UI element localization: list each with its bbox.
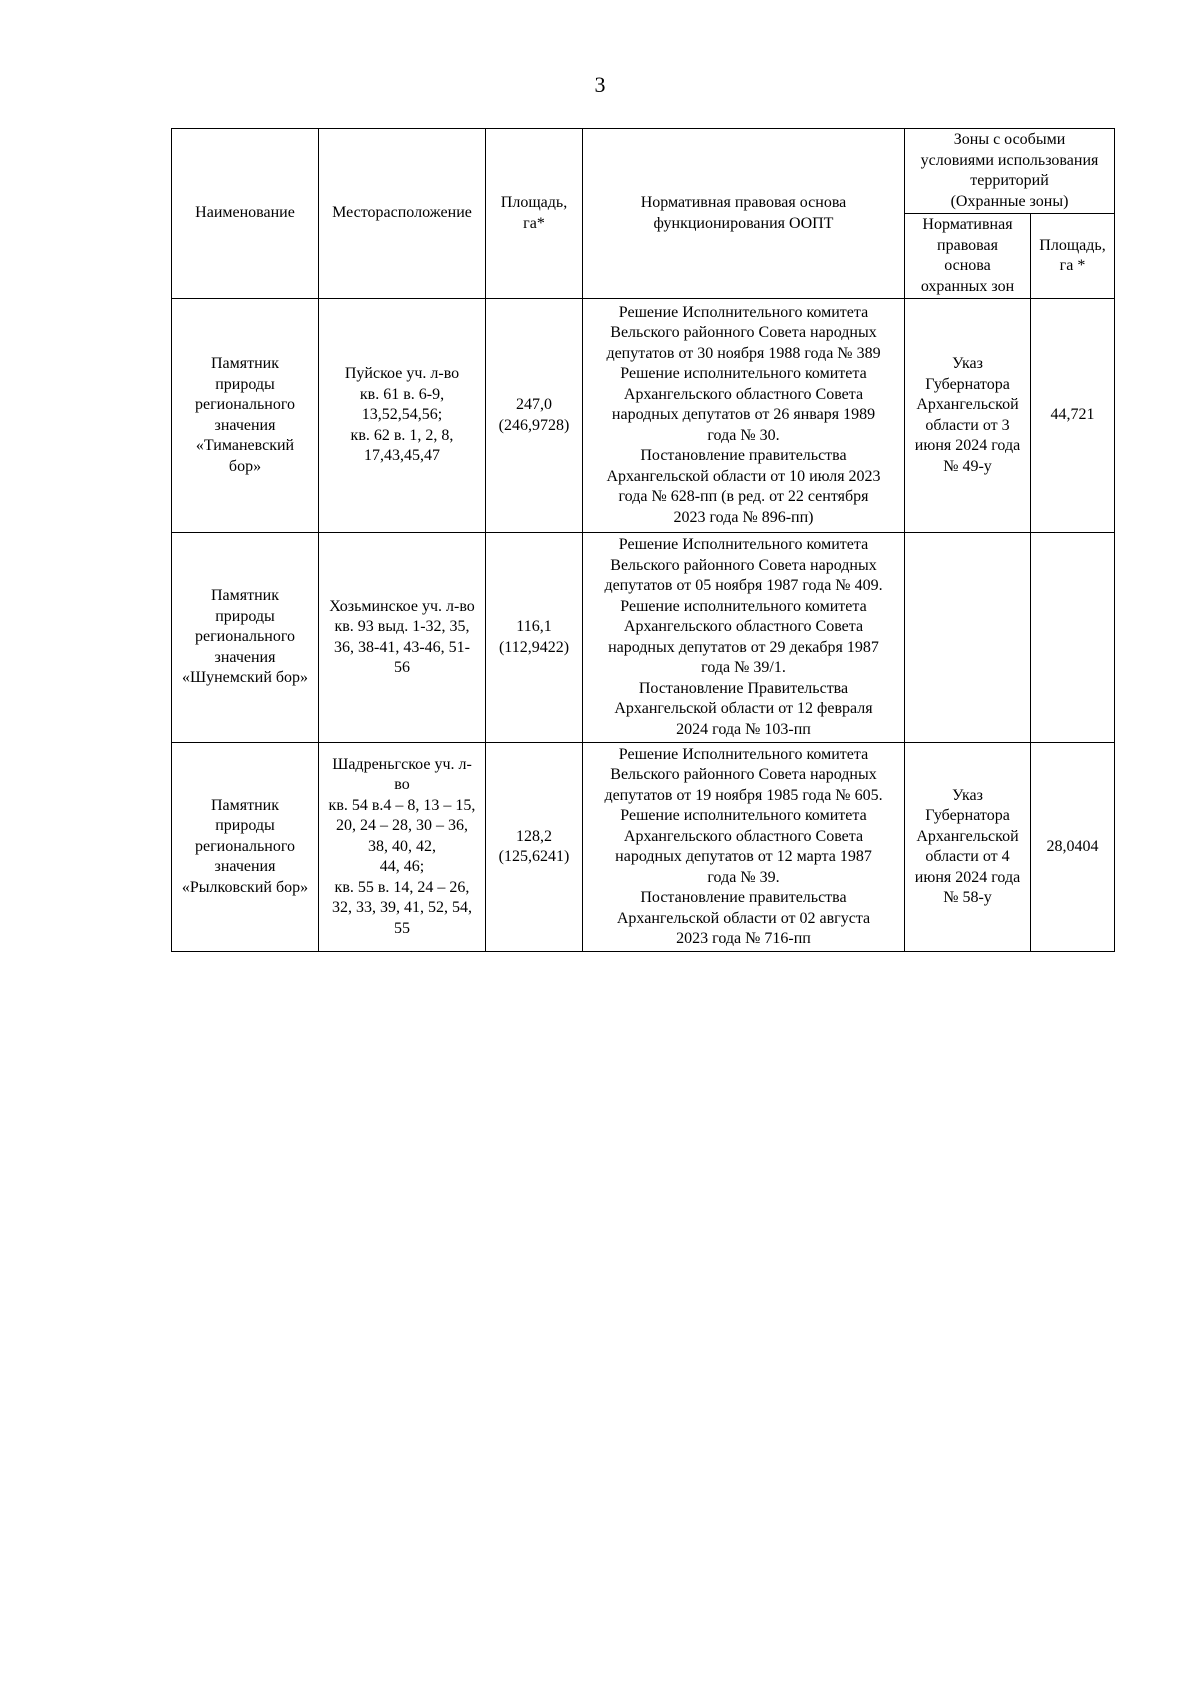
- cell-area: 128,2 (125,6241): [486, 743, 583, 952]
- cell-area: 116,1 (112,9422): [486, 533, 583, 743]
- table-row: [172, 299, 1115, 533]
- header-name: Наименование: [172, 129, 319, 299]
- header-location: Месторасположение: [319, 129, 486, 299]
- header-zones-area: Площадь, га *: [1031, 214, 1115, 299]
- cell-legal-basis: Решение Исполнительного комитета Вельского районного Совета народных депутатов от 05 ноября 1987 года № 409. Решение исполнительного комитета Архангельского областного Совета народных депутатов от 29 декабря 1987 года № 39/1. Постановление Правительства Архангельской области от 12 февраля 2024 года № 103-пп: [583, 533, 905, 743]
- cell-legal-basis: Решение Исполнительного комитета Вельского районного Совета народных депутатов от 19 ноября 1985 года № 605. Решение исполнительного комитета Архангельского областного Совета народных депутатов от 12 марта 1987 года № 39. Постановление правительства Архангельской области от 02 августа 2023 года № 716-пп: [583, 743, 905, 952]
- table-row: [172, 743, 1115, 952]
- header-legal-basis: Нормативная правовая основа функционирования ООПТ: [583, 129, 905, 299]
- cell-name: Памятник природы регионального значения «Шунемский бор»: [172, 533, 319, 743]
- cell-zone-area: [1031, 533, 1115, 743]
- cell-location: Пуйское уч. л-во кв. 61 в. 6-9, 13,52,54,56; кв. 62 в. 1, 2, 8, 17,43,45,47: [319, 299, 486, 533]
- cell-zone-legal-basis: Указ Губернатора Архангельской области от 4 июня 2024 года № 58-у: [905, 743, 1031, 952]
- page-number: 3: [594, 72, 606, 97]
- oopt-table: [171, 128, 1115, 952]
- table-header-row: [172, 129, 1115, 214]
- cell-area: 247,0 (246,9728): [486, 299, 583, 533]
- cell-name: Памятник природы регионального значения «Рылковский бор»: [172, 743, 319, 952]
- cell-zone-area: 44,721: [1031, 299, 1115, 533]
- cell-location: Хозьминское уч. л-во кв. 93 выд. 1-32, 35, 36, 38-41, 43-46, 51- 56: [319, 533, 486, 743]
- cell-location: Шадреньгское уч. л- во кв. 54 в.4 – 8, 13 – 15, 20, 24 – 28, 30 – 36, 38, 40, 42, 44, 46; кв. 55 в. 14, 24 – 26, 32, 33, 39, 41, 52, 54, 55: [319, 743, 486, 952]
- cell-zone-legal-basis: [905, 533, 1031, 743]
- cell-legal-basis: Решение Исполнительного комитета Вельского районного Совета народных депутатов от 30 ноября 1988 года № 389 Решение исполнительного комитета Архангельского областного Совета народных депутатов от 26 января 1989 года № 30. Постановление правительства Архангельской области от 10 июля 2023 года № 628-пп (в ред. от 22 сентября 2023 года № 896-пп): [583, 299, 905, 533]
- header-area: Площадь, га*: [486, 129, 583, 299]
- table-row: [172, 533, 1115, 743]
- cell-zone-legal-basis: Указ Губернатора Архангельской области от 3 июня 2024 года № 49-у: [905, 299, 1031, 533]
- header-zones-legal-basis: Нормативная правовая основа охранных зон: [905, 214, 1031, 299]
- cell-name: Памятник природы регионального значения «Тиманевский бор»: [172, 299, 319, 533]
- header-protection-zones: Зоны с особыми условиями использования территорий (Охранные зоны): [905, 129, 1115, 214]
- cell-zone-area: 28,0404: [1031, 743, 1115, 952]
